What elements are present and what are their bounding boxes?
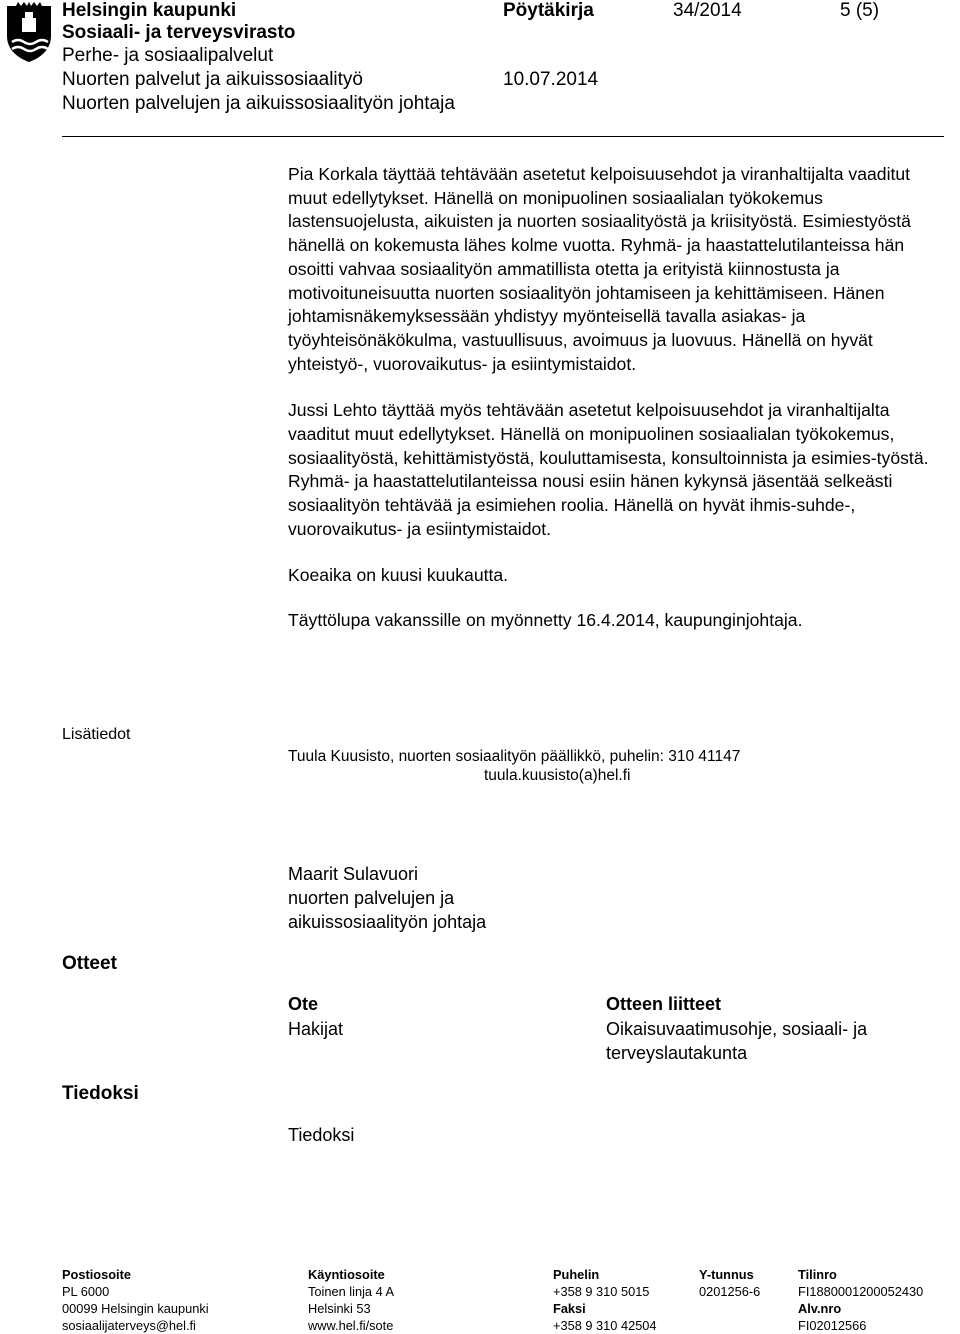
unit: Nuorten palvelut ja aikuissosiaalityö xyxy=(62,69,363,90)
footer-postal-city: 00099 Helsingin kaupunki xyxy=(62,1301,209,1316)
department: Sosiaali- ja terveysvirasto xyxy=(62,22,296,43)
doc-type: Pöytäkirja xyxy=(503,0,594,21)
doc-number: 34/2014 xyxy=(673,0,742,21)
division: Perhe- ja sosiaalipalvelut xyxy=(62,45,274,66)
info-contact: Tuula Kuusisto, nuorten sosiaalityön päällikkö, puhelin: 310 41147 xyxy=(288,748,741,765)
footer-visit-street: Toinen linja 4 A xyxy=(308,1284,395,1299)
footer-postal-head: Postiosoite xyxy=(62,1267,131,1282)
footer-ytunnus-head: Y-tunnus xyxy=(699,1267,754,1282)
footer-ytunnus-value: 0201256-6 xyxy=(699,1284,761,1299)
footer-vat-head: Alv.nro xyxy=(798,1301,842,1316)
footer-phone xyxy=(553,1266,657,1334)
footer-phone-number: +358 9 310 5015 xyxy=(553,1284,650,1299)
extract-recipients: Hakijat xyxy=(288,1019,344,1039)
footer-vat-number: FI02012566 xyxy=(798,1318,867,1333)
helsinki-crest-logo xyxy=(4,2,54,64)
footer-visit-head: Käyntiosoite xyxy=(308,1267,385,1282)
header-divider xyxy=(62,136,944,137)
footer-postal-box: PL 6000 xyxy=(62,1284,110,1299)
attachments-line-2: terveyslautakunta xyxy=(606,1043,748,1063)
footer-visit xyxy=(308,1266,394,1334)
footer-account xyxy=(798,1266,923,1334)
footer-visit-city: Helsinki 53 xyxy=(308,1301,371,1316)
footer-fax-head: Faksi xyxy=(553,1301,586,1316)
signer-role: Nuorten palvelujen ja aikuissosiaalityön johtaja xyxy=(62,93,455,114)
paragraph-probation: Koeaika on kuusi kuukautta. xyxy=(288,564,509,585)
page-number: 5 (5) xyxy=(840,0,880,21)
tiedoksi-value: Tiedoksi xyxy=(288,1125,355,1145)
extract-head: Ote xyxy=(288,994,319,1014)
footer-email: sosiaalijaterveys@hel.fi xyxy=(62,1318,196,1333)
footer-website: www.hel.fi/sote xyxy=(308,1318,394,1333)
paragraph-lehto: Jussi Lehto täyttää myös tehtävään asetetut kelpoisuusehdot ja viranhaltijalta vaaditut muut edellytykset. Hänellä on monipuolinen sosiaalialan työkokemus, sosiaalityöstä, kehittämistyöstä, kouluttamisesta, konsultoinnista ja esimies-työstä. Ryhmä- ja haastattelutilanteissa nousi esiin hänen kykynsä jäsentää selkeästi sosiaalityön tehtävää ja esimiehen roolia. Hänellä on hyvät ihmis-suhde-, vuorovaikutus- ja esiintymistaidot. xyxy=(288,400,929,539)
paragraph-permit: Täyttölupa vakanssille on myönnetty 16.4.2014, kaupunginjohtaja. xyxy=(288,610,803,631)
footer-postal xyxy=(62,1266,209,1334)
footer-fax-number: +358 9 310 42504 xyxy=(553,1318,657,1333)
attachments-line-1: Oikaisuvaatimusohje, sosiaali- ja xyxy=(606,1019,868,1039)
footer-account-head: Tilinro xyxy=(798,1267,837,1282)
paragraph-korkala: Pia Korkala täyttää tehtävään asetetut kelpoisuusehdot ja viranhaltijalta vaaditut muut edellytykset. Hänellä on monipuolinen sosiaalialan työkokemus lastensuojelusta, aikuisten ja nuorten sosiaalityöstä ja kriisityöstä. Esimiestyöstä hänellä on kokemusta lähes kolme vuotta. Ryhmä- ja haastattelutilanteissa hän osoitti vahvaa sosiaalityön ammatillista otetta ja erityistä kiinnostusta ja motivoituneisuutta nuorten sosiaalityön johtamiseen ja kehittämiseen. Hänen johtamisnäkemyksessään yhdistyy myönteisellä tavalla asiakas- ja työyhteisönäkökulma, vastuullisuus, avoimuus ja luovuus. Hänellä on hyvät yhteistyö-, vuorovaikutus- ja esiintymistaidot. xyxy=(288,164,911,374)
org-name: Helsingin kaupunki xyxy=(62,0,237,21)
footer-phone-head: Puhelin xyxy=(553,1267,600,1282)
meeting-date: 10.07.2014 xyxy=(503,69,599,90)
info-label: Lisätiedot xyxy=(62,726,131,743)
footer-account-number: FI1880001200052430 xyxy=(798,1284,924,1299)
decision-text xyxy=(288,163,948,633)
extracts-label: Otteet xyxy=(62,953,117,974)
tiedoksi-label: Tiedoksi xyxy=(62,1083,139,1104)
signer-title-1: nuorten palvelujen ja xyxy=(288,888,455,908)
signer-title-2: aikuissosiaalityön johtaja xyxy=(288,912,487,932)
attachments-head: Otteen liitteet xyxy=(606,994,722,1014)
info-email: tuula.kuusisto(a)hel.fi xyxy=(484,767,631,784)
footer-ytunnus xyxy=(699,1266,760,1300)
signer-name: Maarit Sulavuori xyxy=(288,864,419,884)
